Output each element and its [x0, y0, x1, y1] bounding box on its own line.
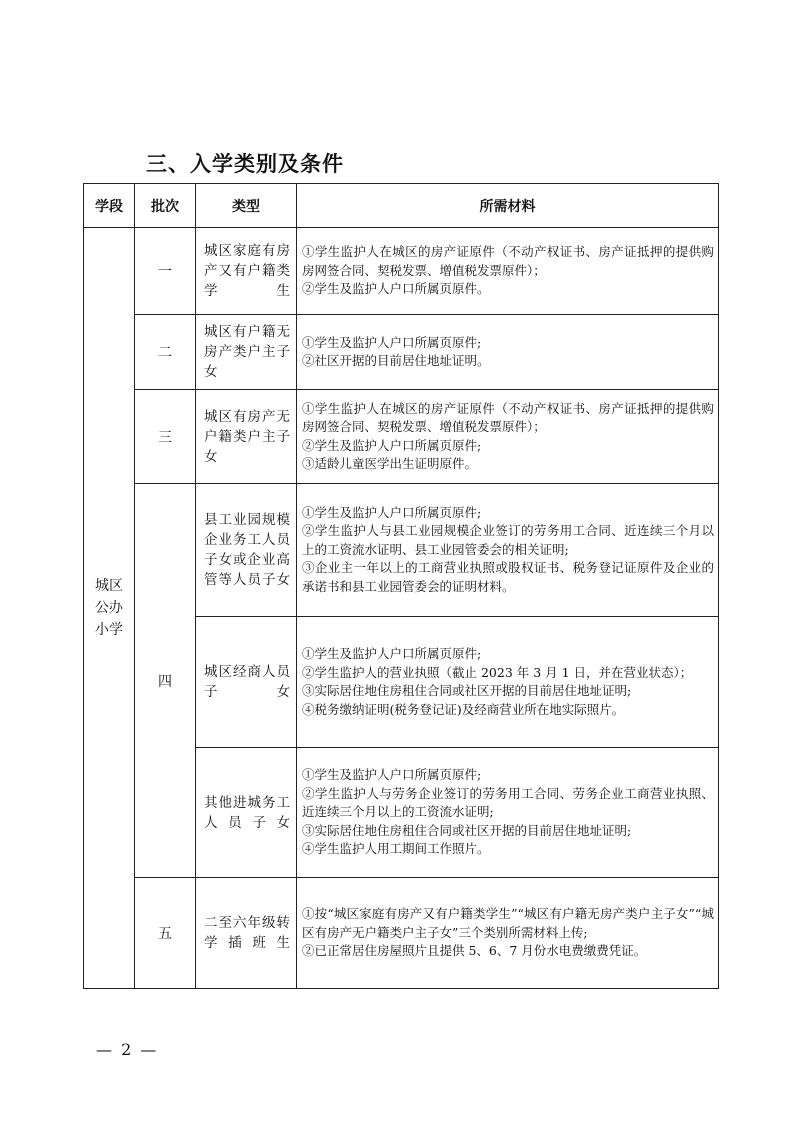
material-item: ①按“城区家庭有房产又有户籍类学生”“城区有户籍无房产类户主子女”“城区有房产无户籍类户主子女”三个类别所需材料上传;	[302, 906, 714, 940]
page-title: 三、入学类别及条件	[146, 152, 344, 176]
type-cell	[196, 748, 297, 878]
material-item: ③适龄儿童医学出生证明原件。	[302, 456, 478, 471]
type-text: 城区家庭有房产又有户籍类学生	[204, 243, 290, 299]
materials-cell	[297, 315, 719, 390]
batch-cell: 五	[135, 878, 196, 989]
material-item: ④学生监护人用工期间工作照片。	[302, 841, 490, 857]
type-text: 城区有房产无户籍类户主子女	[204, 408, 290, 465]
table-row	[84, 315, 719, 390]
type-text: 城区有户籍无房产类户主子女	[204, 324, 290, 380]
batch-cell: 二	[135, 315, 196, 390]
materials-cell	[297, 617, 719, 748]
material-item: ③实际居住地住房租住合同或社区开据的目前居住地址证明;	[302, 683, 632, 698]
material-item: ①学生监护人在城区的房产证原件（不动产权证书、房产证抵押的提供购房网签合同、契税发票、增值税发票原件）；	[302, 400, 714, 434]
materials-cell	[297, 878, 719, 989]
material-item: ①学生及监护人户口所属页原件;	[302, 334, 482, 350]
material-item: ②学生监护人与县工业园规模企业签订的劳务用工合同、近连续三个月以上的工资流水证明、县工业园管委会的相关证明;	[302, 523, 714, 557]
page-number: — 2 —	[96, 1040, 159, 1059]
type-cell	[196, 390, 297, 484]
table-row	[84, 228, 719, 315]
material-item: ②已正常居住房屋照片且提供 5、6、7 月份水电费缴费凭证。	[302, 943, 647, 959]
header-type: 类型	[196, 184, 297, 228]
table-row	[84, 390, 719, 484]
type-cell	[196, 617, 297, 748]
stage-cell	[84, 228, 135, 989]
material-item: ③企业主一年以上的工商营业执照或股权证书、税务登记证原件及企业的承诺书和县工业园管委会的证明材料。	[302, 560, 714, 594]
material-item: ②学生及监护人户口所属页原件;	[302, 437, 482, 453]
material-item: ①学生及监护人户口所属页原件;	[302, 504, 482, 520]
material-item: ③实际居住地住房租住合同或社区开据的目前居住地址证明;	[302, 822, 632, 838]
type-text: 县工业园规模企业务工人员子女或企业高管等人员子女	[204, 512, 290, 588]
material-item: ④税务缴纳证明(税务登记证)及经商营业所在地实际照片。	[302, 701, 625, 717]
type-cell	[196, 228, 297, 315]
batch-cell: 一	[135, 228, 196, 315]
material-item: ②学生及监护人户口所属页原件。	[302, 281, 490, 297]
type-cell	[196, 484, 297, 617]
batch-cell: 三	[135, 390, 196, 484]
material-item: ②社区开据的目前居住地址证明。	[302, 353, 490, 368]
table-header-row	[84, 184, 719, 228]
material-item: ②学生监护人的营业执照（截止 2023 年 3 月 1 日，并在营业状态）；	[302, 664, 693, 680]
material-item: ①学生及监护人户口所属页原件;	[302, 646, 482, 661]
materials-cell	[297, 748, 719, 878]
header-materials: 所需材料	[297, 184, 719, 228]
admission-criteria-table	[83, 183, 719, 989]
material-item: ①学生监护人在城区的房产证原件（不动产权证书、房产证抵押的提供购房网签合同、契税发票、增值税发票原件）；	[302, 244, 714, 278]
table-row	[84, 484, 719, 617]
material-item: ①学生及监护人户口所属页原件;	[302, 767, 482, 783]
type-text: 其他进城务工人员子女	[204, 794, 290, 831]
materials-cell	[297, 484, 719, 617]
type-cell	[196, 315, 297, 390]
type-text: 城区经商人员子女	[204, 664, 290, 700]
material-item: ②学生监护人与劳务企业签订的劳务用工合同、劳务企业工商营业执照、近连续三个月以上的工资流水证明;	[302, 785, 714, 820]
header-batch: 批次	[135, 184, 196, 228]
table-row	[84, 878, 719, 989]
materials-cell	[297, 390, 719, 484]
materials-cell	[297, 228, 719, 315]
type-cell	[196, 878, 297, 989]
batch-cell: 四	[135, 484, 196, 878]
type-text: 二至六年级转学插班生	[204, 915, 290, 951]
header-stage: 学段	[84, 184, 135, 228]
stage-label: 城区 公办 小学	[95, 578, 123, 638]
